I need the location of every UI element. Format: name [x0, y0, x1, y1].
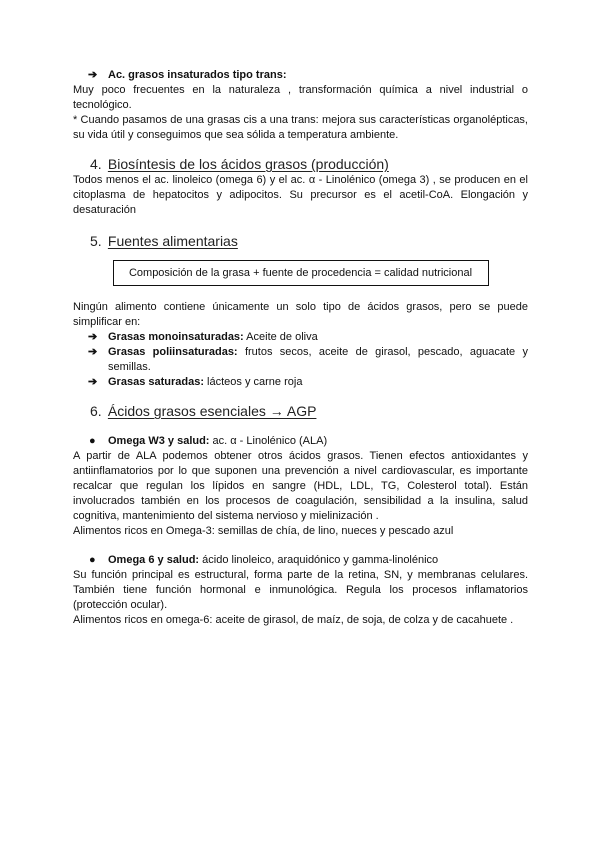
section-5-title: Fuentes alimentarias	[107, 233, 238, 249]
food-sources-list	[73, 330, 528, 390]
bullet-icon: ●	[89, 435, 96, 447]
arrow-icon: ➔	[88, 69, 98, 81]
omega-3-foods: Alimentos ricos en Omega-3: semillas de chía, de lino, nueces y pescado azul	[73, 525, 454, 537]
section-4-title: Biosíntesis de los ácidos grasos (producción)	[107, 156, 389, 172]
omega-6-text: ácido linoleico, araquidónico y gamma-linolénico	[199, 554, 439, 566]
omega-3-paragraph: A partir de ALA podemos obtener otros ácidos grasos. Tienen efectos antioxidantes y antiinflamatorios por lo que suponen una prevención a nivel cardiovascular, es importante recalcar que regulan los lípidos en sangre (HDL, LDL, TG, Colesterol total). Están involucrados también en los procesos de coagulación, sensibilidad a la insulina, salud cognitiva, mantenimiento del sistema nervioso y mielinización .	[73, 450, 528, 522]
section-6-heading	[73, 402, 528, 420]
list-item-label: Grasas monoinsaturadas:	[108, 331, 244, 343]
omega-6-paragraph: Su función principal es estructural, forma parte de la retina, SN, y membranas celulares. También tiene función hormonal e inmunológica. Regula los procesos inflamatorios (protección ocular).	[73, 569, 528, 611]
arrow-icon: ➔	[88, 331, 98, 343]
omega-3-text: ac. α - Linolénico (ALA)	[209, 435, 328, 447]
list-item	[73, 330, 528, 345]
section-4-number: 4.	[90, 156, 102, 172]
list-item-text: Aceite de oliva	[243, 331, 318, 343]
omega-6-bullet	[73, 553, 528, 568]
list-item-label: Grasas poliinsaturadas:	[108, 346, 238, 358]
section-5-paragraph: Ningún alimento contiene únicamente un solo tipo de ácidos grasos, pero se puede simplificar en:	[73, 301, 528, 328]
arrow-icon: ➔	[88, 346, 98, 358]
arrow-icon: ➔	[88, 376, 98, 388]
list-item-text: frutos secos, aceite de girasol, pescado, aguacate y semillas.	[108, 346, 528, 373]
list-item	[73, 345, 528, 375]
list-item	[73, 375, 528, 390]
section-4-heading	[73, 155, 528, 173]
section-5-number: 5.	[90, 233, 102, 249]
bullet-icon: ●	[89, 554, 96, 566]
omega-3-bullet	[73, 434, 528, 449]
document-content	[73, 68, 528, 628]
section-5-heading	[73, 232, 528, 250]
omega-6-foods: Alimentos ricos en omega-6: aceite de girasol, de maíz, de soja, de colza y de cacahuete .	[73, 614, 514, 626]
trans-paragraph-2: * Cuando pasamos de una grasas cis a una trans: mejora sus características organolépticas, su vida útil y conseguimos que sea sólida a temperatura ambiente.	[73, 114, 528, 141]
section-6-number: 6.	[90, 403, 102, 419]
omega-3-label: Omega W3 y salud:	[108, 435, 210, 447]
trans-paragraph-1: Muy poco frecuentes en la naturaleza , transformación química a nivel industrial o tecnológico.	[73, 84, 528, 111]
section-4-paragraph: Todos menos el ac. linoleico (omega 6) y el ac. α - Linolénico (omega 3) , se producen en el citoplasma de hepatocitos y adipocitos. Su precursor es el acetil-CoA. Elongación y desaturación	[73, 174, 528, 216]
formula-box: Composición de la grasa + fuente de procedencia = calidad nutricional	[113, 260, 489, 286]
formula-box-wrap	[73, 260, 528, 286]
trans-heading-text: Ac. grasos insaturados tipo trans:	[108, 69, 287, 81]
list-item-text: lácteos y carne roja	[204, 376, 303, 388]
list-item-label: Grasas saturadas:	[108, 376, 204, 388]
trans-heading	[73, 68, 528, 83]
omega-6-label: Omega 6 y salud:	[108, 554, 200, 566]
section-6-title: Ácidos grasos esenciales → AGP	[107, 403, 317, 419]
